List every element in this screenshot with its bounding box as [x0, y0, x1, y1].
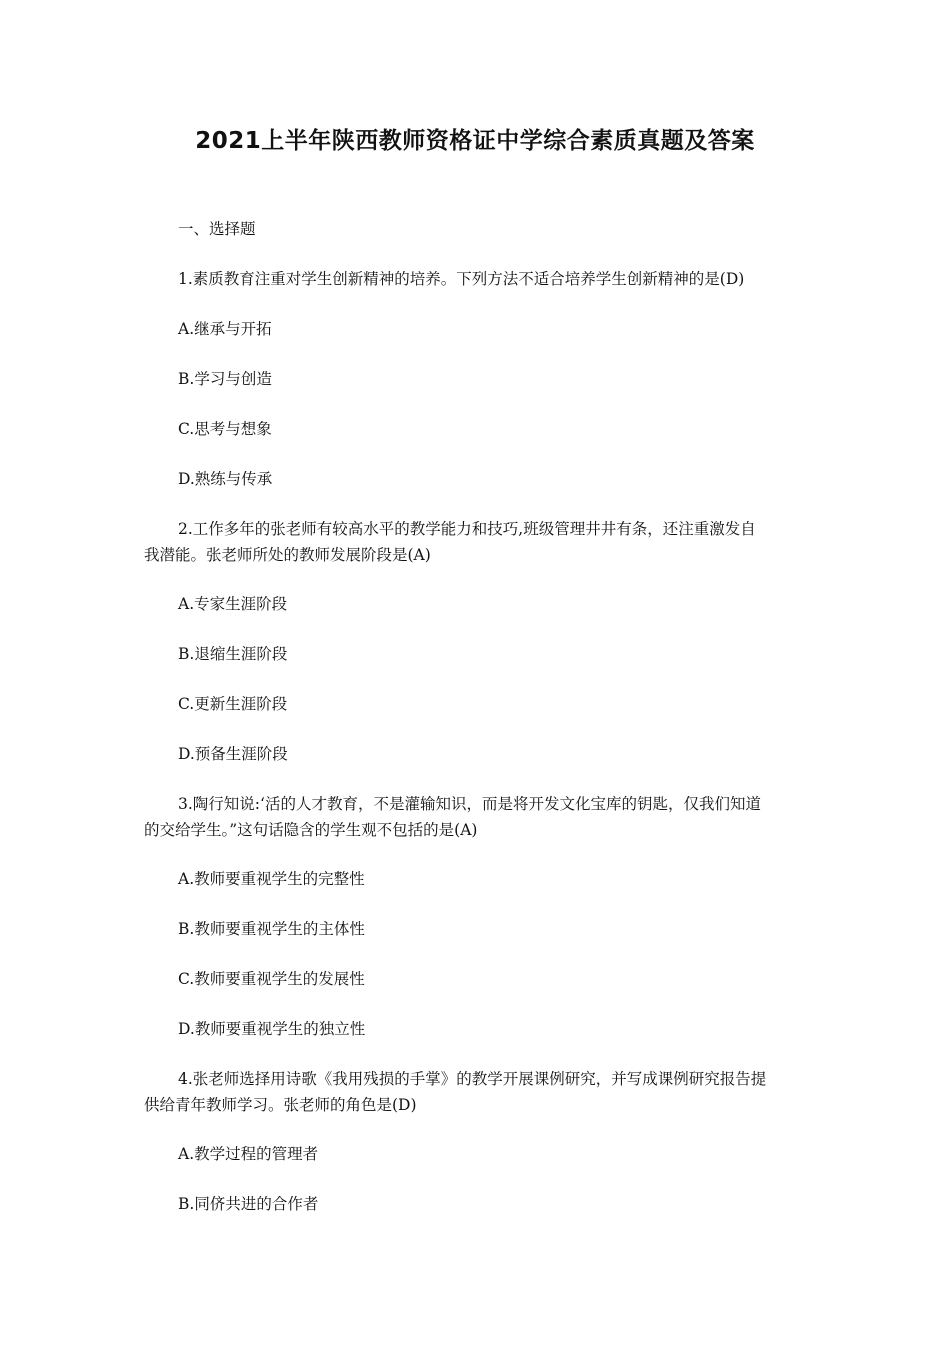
- question-2-option-b: B.退缩生涯阶段: [178, 645, 288, 663]
- question-3-option-d: D.教师要重视学生的独立性: [178, 1020, 366, 1038]
- question-4-option-a: A.教学过程的管理者: [178, 1145, 319, 1163]
- question-3-stem-line-1: 3.陶行知说:‘活的人才教育，不是灌输知识，而是将开发文化宝库的钥匙，仅我们知道: [178, 795, 761, 813]
- question-1-stem: 1.素质教育注重对学生创新精神的培养。下列方法不适合培养学生创新精神的是(D): [178, 270, 745, 288]
- question-2-option-c: C.更新生涯阶段: [178, 695, 288, 713]
- question-2-option-a: A.专家生涯阶段: [178, 595, 288, 613]
- question-4-stem: [144, 1066, 814, 1118]
- question-4-stem-line-1: 4.张老师选择用诗歌《我用残损的手掌》的教学开展课例研究，并写成课例研究报告提: [178, 1070, 767, 1088]
- question-1-option-b: B.学习与创造: [178, 370, 272, 388]
- question-3-option-b: B.教师要重视学生的主体性: [178, 920, 365, 938]
- question-3-stem: [144, 791, 814, 843]
- document-title: 2021上半年陕西教师资格证中学综合素质真题及答案: [195, 128, 755, 154]
- question-2-stem-line-2: 我潜能。张老师所处的教师发展阶段是(A): [144, 546, 431, 564]
- question-4-option-b: B.同侪共进的合作者: [178, 1195, 319, 1213]
- question-4-stem-line-2: 供给青年教师学习。张老师的角色是(D): [144, 1096, 417, 1114]
- question-1-option-a: A.继承与开拓: [178, 320, 272, 338]
- question-3-stem-line-2: 的交给学生。”这句话隐含的学生观不包括的是(A): [144, 821, 478, 839]
- question-2-option-d: D.预备生涯阶段: [178, 745, 288, 763]
- question-2-stem: [144, 516, 814, 568]
- question-3-option-a: A.教师要重视学生的完整性: [178, 870, 365, 888]
- section-heading: 一、选择题: [178, 220, 256, 238]
- question-2-stem-line-1: 2.工作多年的张老师有较高水平的教学能力和技巧,班级管理井井有条，还注重激发自: [178, 520, 756, 538]
- question-1-option-c: C.思考与想象: [178, 420, 272, 438]
- question-3-option-c: C.教师要重视学生的发展性: [178, 970, 365, 988]
- question-1-option-d: D.熟练与传承: [178, 470, 273, 488]
